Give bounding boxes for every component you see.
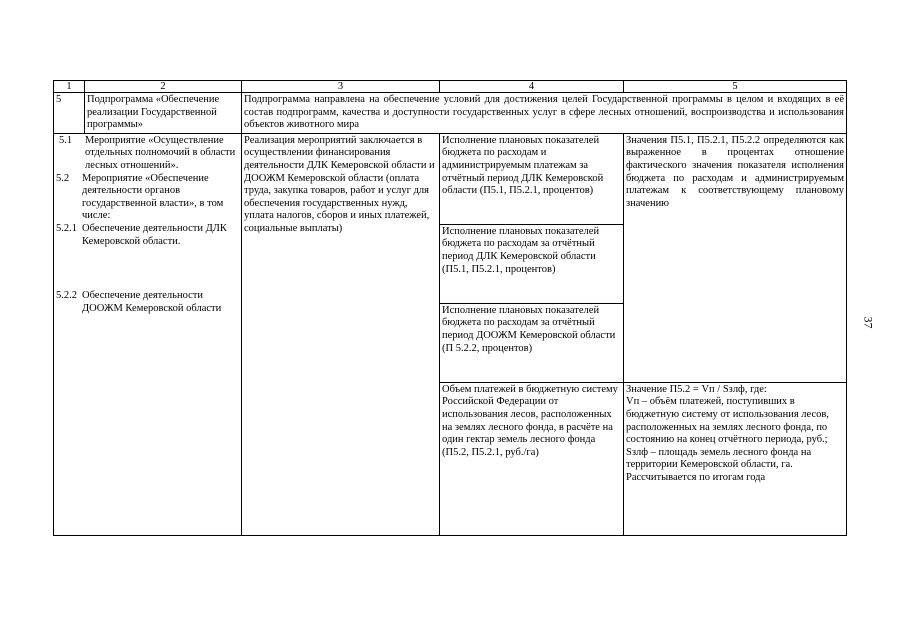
list-item (56, 135, 239, 173)
formula-line: Рассчитывается по итогам года (626, 471, 766, 483)
subprogram-description: Подпрограмма направлена на обеспечение условий для достижения целей Государственной программы в целом и входящих в её состав подпрограмм, качества и доступности государственных услуг в сфере лесных отношений, воспроизводства и использования объектов животного мира (242, 93, 847, 134)
item-text: Обеспечение деятельности ДООЖМ Кемеровской области (82, 290, 222, 314)
subprogram-name: Подпрограмма «Обеспечение реализации Государственной программы» (85, 93, 242, 134)
header-cell: 5 (624, 81, 847, 93)
item-text: Обеспечение деятельности ДЛК Кемеровской области. (82, 222, 227, 247)
list-item (56, 223, 239, 248)
indicators-table (53, 80, 847, 536)
header-cell: 2 (85, 81, 242, 93)
formula-line: Значение П5.2 = Vп / Sзлф, где: (626, 383, 767, 395)
table-row (54, 93, 847, 134)
item-number: 5.1 (59, 134, 73, 146)
formula-line: Sзлф – площадь земель лесного фонда на территории Кемеровской области, га. (626, 446, 812, 471)
indicator-cell: Объем платежей в бюджетную систему Российской Федерации от использования лесов, расположенных на землях лесного фонда, в расчёте на один гектар земель лесного фонда (П5.2, П5.2.1, руб./га) (440, 382, 624, 535)
page-number: 37 (861, 316, 876, 329)
indicator-cell: Исполнение плановых показателей бюджета по расходам за отчётный период ДООЖМ Кемеровской области (П 5.2.2, процентов) (440, 303, 624, 382)
row-number: 5 (54, 93, 85, 134)
method-cell (624, 382, 847, 535)
table-row (54, 133, 847, 224)
header-row (54, 81, 847, 93)
list-item (56, 290, 239, 315)
header-cell: 4 (440, 81, 624, 93)
indicator-cell: Исполнение плановых показателей бюджета по расходам за отчётный период ДЛК Кемеровской области (П5.1, П5.2.1, процентов) (440, 224, 624, 303)
indicator-cell: Исполнение плановых показателей бюджета по расходам и администрируемым платежам за отчётный период ДЛК Кемеровской области (П5.1, П5.2.1, процентов) (440, 133, 624, 224)
item-number: 5.2.2 (56, 290, 77, 302)
item-number: 5.2 (56, 172, 70, 184)
formula-line: Vп – объём платежей, поступивших в бюджетную систему от использования лесов, расположенных на землях лесного фонда, по состоянию на конец отчётного периода, руб.; (626, 396, 829, 446)
measures-description: Реализация мероприятий заключается в осуществлении финансирования деятельности ДЛК Кемеровской области и ДООЖМ Кемеровской области (оплата труда, закупка товаров, работ и услуг для обеспечения государственных нужд, уплата налогов, сборов и иных платежей, социальные выплаты) (242, 133, 440, 535)
header-cell: 3 (242, 81, 440, 93)
item-text: Мероприятие «Обеспечение деятельности органов государственной власти», в том числе: (82, 172, 224, 222)
header-cell: 1 (54, 81, 85, 93)
measures-cell (54, 133, 242, 535)
item-text: Мероприятие «Осуществление отдельных полномочий в области лесных отношений». (85, 134, 236, 171)
item-number: 5.2.1 (56, 222, 77, 234)
method-cell: Значения П5.1, П5.2.1, П5.2.2 определяются как выраженное в процентах отношение фактического значения показателя исполнения бюджета по расходам и администрируемым платежам к соответствующему плановому значению (624, 133, 847, 382)
list-item (56, 173, 239, 223)
